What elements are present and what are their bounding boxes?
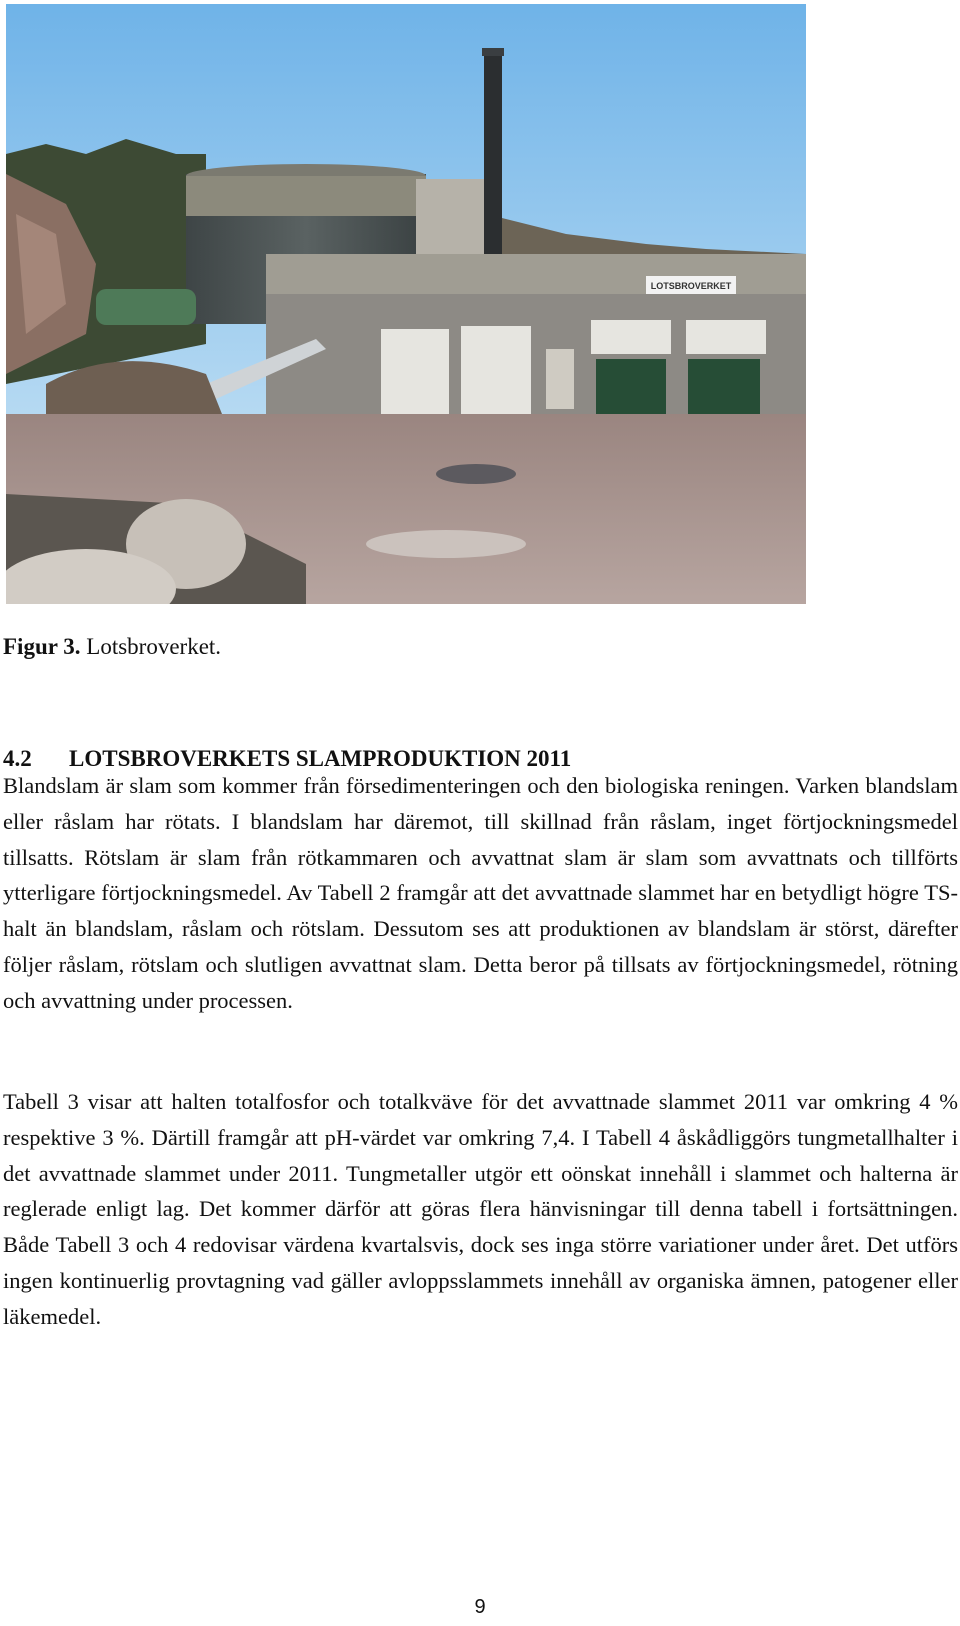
paragraph-2: Tabell 3 visar att halten totalfosfor och totalkväve för det avvattnade slammet 2011 var omkring 4 % respektive 3 %. Därtill framgår att pH-värdet var omkring 7,4. I Tabell 4 åskådliggörs tungmetallhalter i det avvattnade slammet under 2011. Tungmetaller utgör ett oönskat innehåll i slammet och halterna är reglerade enligt lag. Det kommer därför att göras flera hänvisningar till denna tabell i fortsättningen. Både Tabell 3 och 4 redovisar värdena kvartalsvis, dock ses inga större variationer under året. Det utförs ingen kontinuerlig provtagning vad gäller avloppsslammets innehåll av organiska ämnen, patogener eller läkemedel. <box>3 1089 958 1329</box>
section-title: LOTSBROVERKETS SLAMPRODUKTION 2011 <box>69 746 572 771</box>
building-sign: LOTSBROVERKET <box>650 281 732 291</box>
page-number: 9 <box>474 1596 486 1618</box>
lotsbroverket-photo <box>6 4 806 604</box>
figure-caption <box>3 632 221 662</box>
figure-photo <box>6 4 806 604</box>
figure-label: Figur 3. <box>3 634 81 659</box>
section-number: 4.2 <box>3 746 32 771</box>
paragraph-1: Blandslam är slam som kommer från försedimenteringen och den biologiska reningen. Varken blandslam eller råslam har rötats. I blandslam har däremot, till skillnad från råslam, inget förtjockningsmedel tillsatts. Rötslam är slam från rötkammaren och avvattnat slam är slam som avvattnats och tillförts ytterligare förtjockningsmedel. Av Tabell 2 framgår att det avvattnade slammet har en betydligt högre TS-halt än blandslam, råslam och rötslam. Dessutom ses att produktionen av blandslam är störst, därefter följer råslam, rötslam och slutligen avvattnat slam. Detta beror på tillsats av förtjockningsmedel, rötning och avvattning under processen. <box>3 773 958 1013</box>
figure-caption-text: Lotsbroverket. <box>86 634 222 659</box>
